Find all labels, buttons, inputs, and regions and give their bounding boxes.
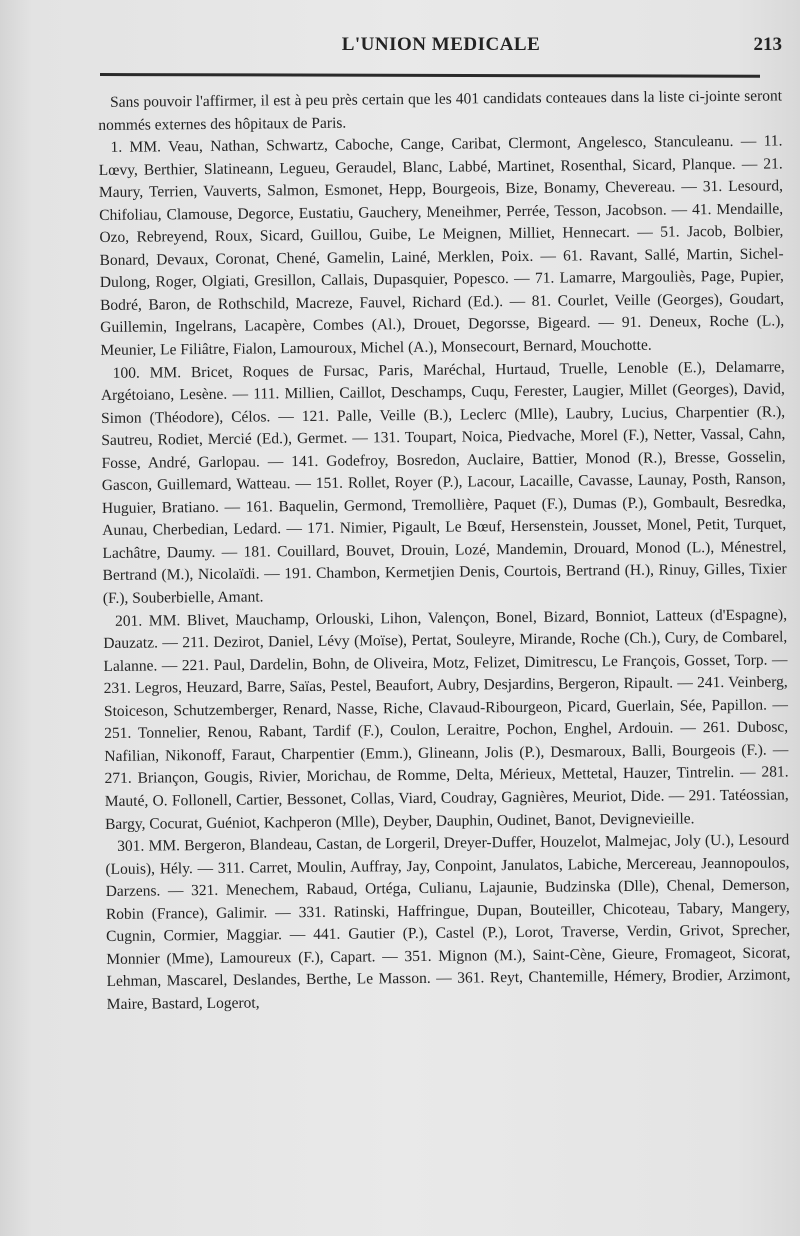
page-number: 213 [753,34,782,55]
page-header [100,34,782,62]
list-paragraph-301: 301. MM. Bergeron, Blandeau, Castan, de Lorgeril, Dreyer-Duffer, Houzelot, Malmejac, Joly (U.), Lesourd (Louis), Hély. — 311. Carret, Moulin, Auffray, Jay, Conpoint, Janulatos, Labiche, Mercereau, Jeannopoulos, Darzens. — 321. Menechem, Rabaud, Ortéga, Culianu, Lajaunie, Budzinska (Dlle), Chenal, Demerson, Robin (France), Galimir. — 331. Ratinski, Haffringue, Dupan, Bouteiller, Chicoteau, Tabary, Mangery, Cugnin, Cormier, Maggiar. — 441. Gautier (P.), Castel (P.), Lorot, Traverse, Verdin, Grivot, Sprecher, Monnier (Mme), Lamoureux (F.), Capart. — 351. Mignon (M.), Saint-Cène, Gieure, Fromageot, Sicorat, Lehman, Mascarel, Deslandes, Berthe, Le Masson. — 361. Reyt, Chantemille, Hémery, Brodier, Arzimont, Maire, Bastard, Logerot, [105,831,791,1013]
body-text [98,85,791,1016]
intro-paragraph: Sans pouvoir l'affirmer, il est à peu près certain que les 401 candidats conteaues dans la liste ci-jointe seront nommés externes des hôpitaux de Paris. [98,87,783,134]
list-paragraph-100: 100. MM. Bricet, Roques de Fursac, Paris, Maréchal, Hurtaud, Truelle, Lenoble (E.), Delamarre, Argétoiano, Lesène. — 111. Millien, Caillot, Deschamps, Cuqu, Ferester, Laugier, Millet (Georges), David, Simon (Théodore), Célos. — 121. Palle, Veille (B.), Leclerc (Mlle), Laubry, Lucius, Charpentier (R.), Sautreu, Rodiet, Mercié (Ed.), Germet. — 131. Toupart, Noica, Piedvache, Morel (F.), Netter, Vassal, Cahn, Fosse, André, Garlopau. — 141. Godefroy, Bosredon, Auclaire, Battier, Monod (R.), Bresse, Gosselin, Gascon, Guillemard, Watteau. — 151. Rollet, Royer (P.), Lacour, Lacaille, Cavasse, Launay, Posth, Ranson, Huguier, Bratiano. — 161. Baquelin, Germond, Tremollière, Paquet (F.), Dumas (P.), Gombault, Besredka, Aunau, Cherbedian, Ledard. — 171. Nimier, Pigault, Le Bœuf, Hersenstein, Jousset, Monel, Petit, Turquet, Lachâtre, Daumy. — 181. Couillard, Bouvet, Drouin, Lozé, Mandemin, Drouard, Monod (L.), Ménestrel, Bertrand (M.), Nicolaïdi. — 191. Chambon, Kermetjien Denis, Courtois, Bertrand (H.), Rinuy, Gilles, Tixier (F.), Souberbielle, Amant. [100,357,787,608]
list-paragraph-201: 201. MM. Blivet, Mauchamp, Orlouski, Lihon, Valençon, Bonel, Bizard, Bonniot, Latteux (d'Espagne), Dauzatz. — 211. Dezirot, Daniel, Lévy (Moïse), Pertat, Souleyre, Mirande, Roche (Ch.), Cury, de Combarel, Lalanne. — 221. Paul, Dardelin, Bohn, de Oliveira, Motz, Felizet, Dimitrescu, Le François, Gosset, Torp. — 231. Legros, Heuzard, Barre, Saïas, Pestel, Beaufort, Aubry, Desjardins, Bergeron, Ripault. — 241. Veinberg, Stoiceson, Schutzemberger, Renard, Nasse, Riche, Clavaud-Ribourgeon, Picard, Guerlain, Sée, Papillon. — 251. Tonnelier, Renou, Rabant, Tardif (F.), Coulon, Leraitre, Pochon, Enghel, Ardouin. — 261. Dubosc, Nafilian, Nikonoff, Faraut, Charpentier (Emm.), Glineann, Jolis (P.), Desmaroux, Balli, Bourgeois (F.). — 271. Briançon, Gougis, Rivier, Morichau, de Romme, Delta, Mérieux, Mettetal, Hauzer, Tintrelin. — 281. Mauté, O. Follonell, Cartier, Bessonet, Collas, Viard, Coudray, Gagnières, Meuriot, Dide. — 291. Tatéossian, Bargy, Cocurat, Guéniot, Kachperon (Mlle), Deyber, Dauphin, Oudinet, Banot, Devignevieille. [103,605,789,833]
list-paragraph-1: 1. MM. Veau, Nathan, Schwartz, Caboche, Cange, Caribat, Clermont, Angelesco, Stanculeanu. — 11. Lœvy, Berthier, Slatineann, Legueu, Geraudel, Blanc, Labbé, Martinet, Rosenthal, Sicard, Planque. — 21. Maury, Terrien, Vauverts, Salmon, Esmonet, Hepp, Bourgeois, Bize, Bonamy, Chevereau. — 31. Lesourd, Chifoliau, Clamouse, Degorce, Eustatiu, Gauchery, Meneihmer, Perrée, Tesson, Jacobson. — 41. Mendaille, Ozo, Rebreyend, Roux, Sicard, Guillou, Guibe, Le Meignen, Milliet, Hennecart. — 51. Jacob, Bolbier, Bonard, Devaux, Coronat, Chené, Gamelin, Lainé, Merklen, Poix. — 61. Ravant, Sallé, Martin, Sichel-Dulong, Roger, Olgiati, Gresillon, Callais, Dupasquier, Popesco. — 71. Lamarre, Margouliès, Page, Pupier, Bodré, Baron, de Rothschild, Macreze, Fauvel, Richard (Ed.). — 81. Courlet, Veille (Georges), Goudart, Guillemin, Ingelrans, Lacapère, Combes (Al.), Drouet, Degorsse, Bigeard. — 91. Deneux, Roche (L.), Meunier, Le Filiâtre, Fialon, Lamouroux, Michel (A.), Monsecourt, Bernard, Mouchotte. [98,132,785,360]
header-rule [100,73,760,78]
running-title: L'UNION MEDICALE [341,34,541,55]
